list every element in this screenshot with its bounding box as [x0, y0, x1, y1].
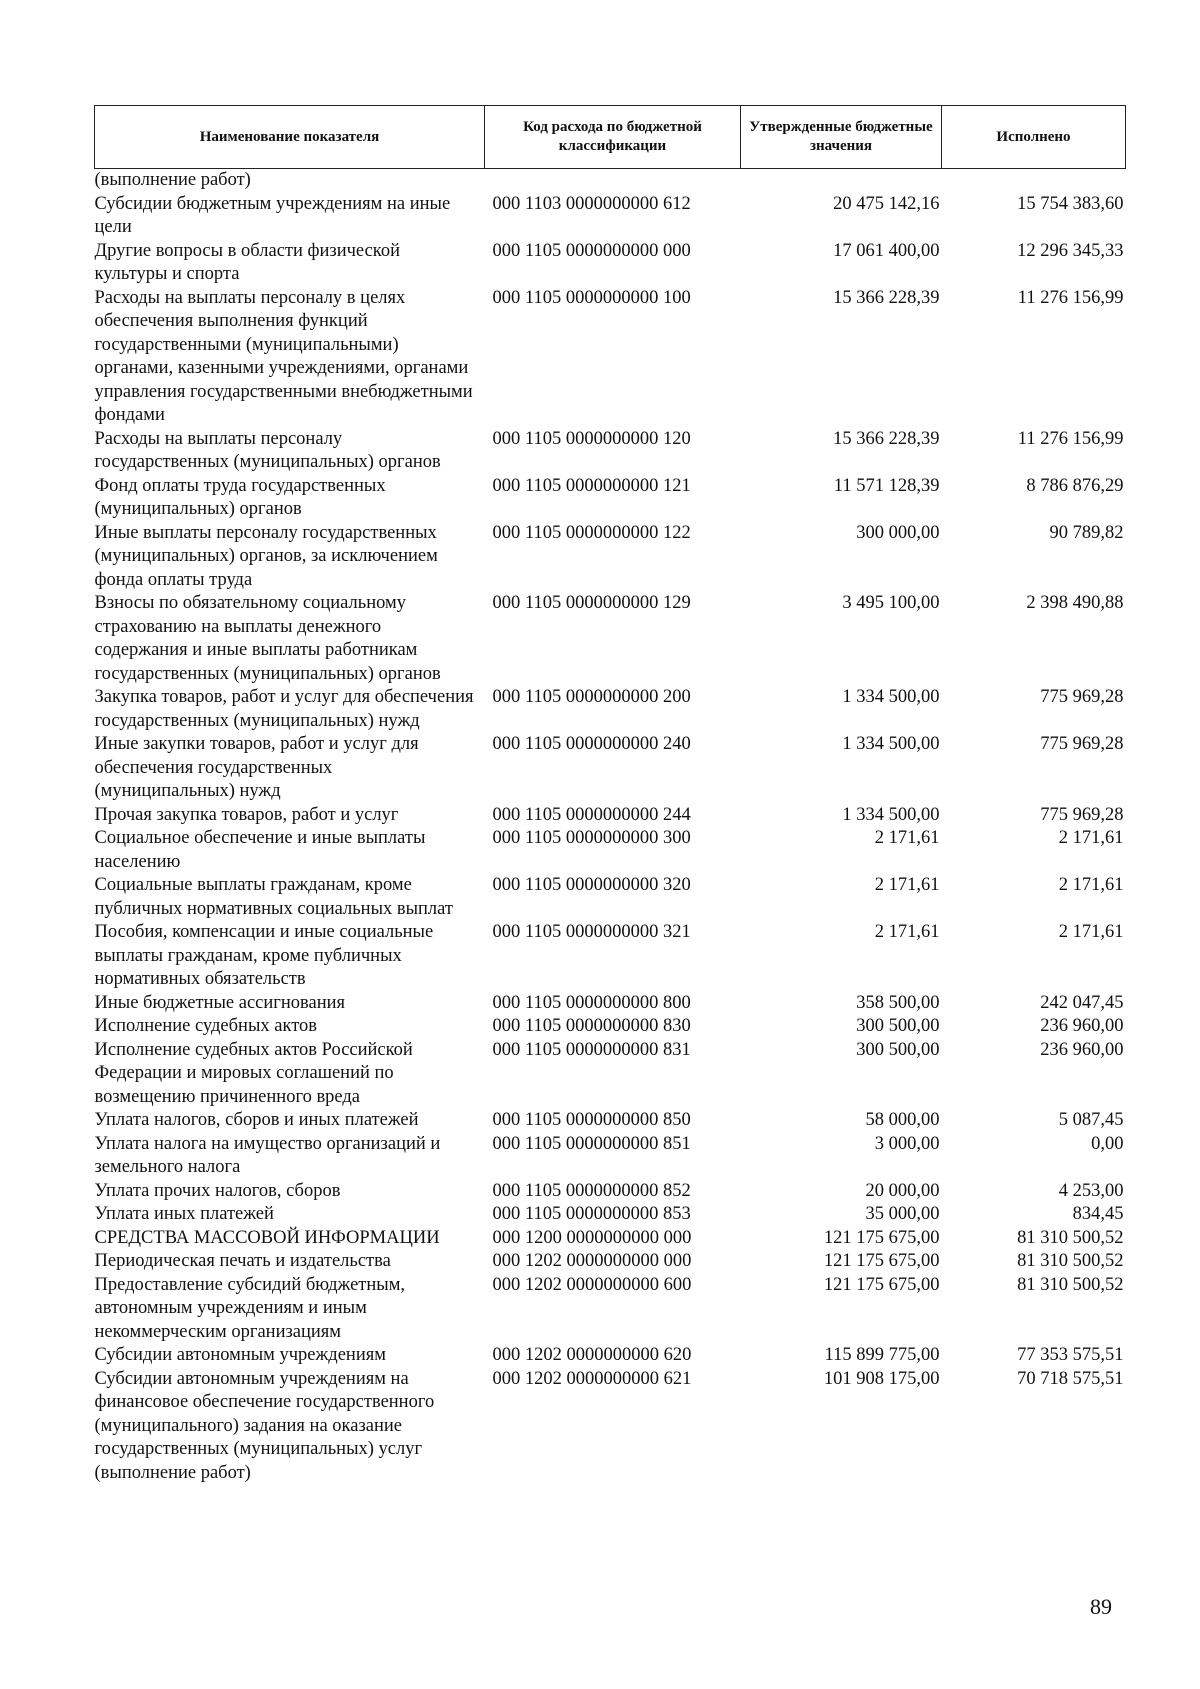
row-code: [485, 169, 741, 193]
row-code: 000 1105 0000000000 000: [492, 240, 691, 261]
row-approved: 3 495 100,00: [842, 593, 940, 613]
row-name: Фонд оплаты труда государственных (муниципальных) органов: [94, 475, 386, 519]
table-row: [95, 804, 1126, 828]
row-code: 000 1202 0000000000 620: [492, 1345, 692, 1365]
table-row: [95, 1109, 1126, 1133]
row-executed: 775 969,28: [1040, 734, 1124, 754]
row-name: Субсидии автономным учреждениям: [94, 1345, 386, 1365]
row-code: 000 1105 0000000000 852: [492, 1180, 691, 1201]
row-code: 000 1105 0000000000 321: [492, 922, 691, 942]
table-row: [95, 1344, 1126, 1368]
row-name: Расходы на выплаты персоналу государственных (муниципальных) органов: [94, 428, 441, 472]
row-code: 000 1105 0000000000 122: [492, 522, 691, 543]
table-row: [95, 240, 1126, 287]
row-name: Закупка товаров, работ и услуг для обеспечения государственных (муниципальных) нужд: [94, 687, 474, 731]
row-approved: 20 475 142,16: [833, 193, 940, 214]
row-executed: 236 960,00: [1040, 1016, 1124, 1036]
row-name: Уплата иных платежей: [94, 1204, 274, 1224]
row-code: 000 1105 0000000000 851: [492, 1133, 691, 1154]
row-name: Иные бюджетные ассигнования: [94, 992, 346, 1013]
table-row: [95, 475, 1126, 522]
row-name: СРЕДСТВА МАССОВОЙ ИНФОРМАЦИИ: [94, 1227, 440, 1248]
row-executed: 15 754 383,60: [1017, 193, 1124, 214]
row-executed: [942, 169, 1126, 193]
table-header-row: [95, 106, 1126, 169]
table-row: [95, 1133, 1126, 1180]
row-executed: 2 171,61: [1058, 875, 1124, 895]
table-row: [95, 1274, 1126, 1345]
table-row: [95, 1039, 1126, 1110]
row-approved: 1 334 500,00: [842, 687, 940, 707]
row-executed: 236 960,00: [1040, 1039, 1124, 1060]
row-name: Субсидии бюджетным учреждениям на иные цели: [94, 193, 451, 237]
row-approved: 35 000,00: [865, 1204, 940, 1224]
table-row: [95, 874, 1126, 921]
row-approved: 58 000,00: [865, 1110, 940, 1130]
row-executed: 5 087,45: [1058, 1110, 1124, 1130]
row-code: 000 1202 0000000000 600: [492, 1274, 692, 1295]
row-executed: 11 276 156,99: [1017, 287, 1124, 308]
row-executed: 2 398 490,88: [1026, 593, 1124, 613]
row-name: Уплата налога на имущество организаций и земельного налога: [94, 1133, 441, 1177]
row-code: 000 1200 0000000000 000: [492, 1227, 692, 1248]
row-executed: 8 786 876,29: [1026, 475, 1124, 496]
row-name: Социальные выплаты гражданам, кроме публичных нормативных социальных выплат: [94, 875, 453, 919]
row-code: 000 1105 0000000000 240: [492, 734, 691, 754]
header-executed: Исполнено: [942, 106, 1126, 169]
table-row: [95, 733, 1126, 804]
row-name: Другие вопросы в области физической культуры и спорта: [94, 240, 400, 284]
budget-table: [94, 105, 1126, 1485]
row-approved: 1 334 500,00: [842, 734, 940, 754]
table-row: [95, 522, 1126, 593]
row-approved: 300 500,00: [856, 1016, 940, 1036]
row-code: 000 1105 0000000000 831: [492, 1039, 691, 1060]
row-name: Иные выплаты персоналу государственных (муниципальных) органов, за исключением фонда оплаты труда: [94, 522, 438, 590]
row-name: Пособия, компенсации и иные социальные выплаты гражданам, кроме публичных нормативных обязательств: [94, 922, 434, 989]
row-name: Исполнение судебных актов: [94, 1016, 318, 1036]
row-approved: 300 500,00: [856, 1039, 940, 1060]
row-code: 000 1105 0000000000 800: [492, 992, 691, 1013]
table-row: [95, 428, 1126, 475]
row-approved: [741, 169, 942, 193]
row-approved: 20 000,00: [865, 1180, 940, 1201]
row-approved: 2 171,61: [874, 875, 940, 895]
row-executed: 2 171,61: [1058, 828, 1124, 848]
table-row: [95, 921, 1126, 992]
table-row: [95, 287, 1126, 428]
header-approved: Утвержденные бюджетные значения: [741, 106, 942, 169]
row-approved: 101 908 175,00: [823, 1368, 940, 1389]
row-approved: 2 171,61: [874, 922, 940, 942]
page-number: 89: [1090, 1594, 1112, 1619]
row-approved: 121 175 675,00: [823, 1251, 940, 1271]
row-executed: 242 047,45: [1040, 992, 1124, 1013]
row-code: 000 1105 0000000000 300: [492, 828, 691, 848]
row-executed: 81 310 500,52: [1017, 1274, 1124, 1295]
table-row: [95, 592, 1126, 686]
row-executed: 77 353 575,51: [1017, 1345, 1124, 1365]
row-executed: 4 253,00: [1058, 1180, 1124, 1201]
row-code: 000 1105 0000000000 850: [492, 1110, 691, 1130]
header-code: Код расхода по бюджетной классификации: [485, 106, 741, 169]
row-executed: 834,45: [1072, 1204, 1124, 1224]
row-executed: 0,00: [1091, 1133, 1124, 1154]
table-row: [95, 992, 1126, 1016]
row-code: 000 1105 0000000000 320: [492, 875, 691, 895]
row-executed: 81 310 500,52: [1017, 1251, 1124, 1271]
table-body: [95, 169, 1126, 1486]
row-code: 000 1105 0000000000 244: [492, 804, 691, 825]
row-name: Расходы на выплаты персоналу в целях обеспечения выполнения функций государственными (муниципальными) органами, казенными учреждениями, органами управления государственными внебюджетными фондами: [94, 287, 473, 425]
row-executed: 90 789,82: [1049, 522, 1124, 543]
row-code: 000 1105 0000000000 121: [492, 475, 691, 496]
table-row: [95, 827, 1126, 874]
row-name: Прочая закупка товаров, работ и услуг: [94, 804, 399, 825]
row-name: Социальное обеспечение и иные выплаты населению: [94, 828, 426, 872]
row-executed: 70 718 575,51: [1017, 1368, 1124, 1389]
table-row: [95, 1180, 1126, 1204]
row-approved: 115 899 775,00: [824, 1345, 940, 1365]
row-approved: 11 571 128,39: [833, 475, 940, 496]
row-code: 000 1105 0000000000 200: [492, 687, 691, 707]
row-executed: 775 969,28: [1040, 687, 1124, 707]
table-row: [95, 193, 1126, 240]
row-name: (выполнение работ): [94, 170, 251, 190]
row-name: Уплата прочих налогов, сборов: [94, 1180, 341, 1201]
row-code: 000 1202 0000000000 621: [492, 1368, 692, 1389]
row-name: Иные закупки товаров, работ и услуг для обеспечения государственных (муниципальных) нужд: [94, 734, 419, 801]
table-row: [95, 686, 1126, 733]
row-name: Предоставление субсидий бюджетным, автономным учреждениям и иным некоммерческим организациям: [94, 1274, 406, 1342]
row-name: Исполнение судебных актов Российской Федерации и мировых соглашений по возмещению причиненного вреда: [94, 1039, 413, 1107]
row-approved: 358 500,00: [856, 992, 940, 1013]
table-row: [95, 1368, 1126, 1486]
table-row: [95, 169, 1126, 193]
row-approved: 17 061 400,00: [833, 240, 940, 261]
row-code: 000 1105 0000000000 100: [492, 287, 691, 308]
row-executed: 12 296 345,33: [1017, 240, 1124, 261]
row-code: 000 1105 0000000000 129: [492, 593, 691, 613]
row-approved: 121 175 675,00: [823, 1274, 940, 1295]
row-executed: 775 969,28: [1040, 804, 1124, 825]
table-row: [95, 1203, 1126, 1227]
row-approved: 15 366 228,39: [833, 428, 940, 449]
row-approved: 300 000,00: [856, 522, 940, 543]
row-executed: 11 276 156,99: [1017, 428, 1124, 449]
table-row: [95, 1227, 1126, 1251]
table-row: [95, 1015, 1126, 1039]
row-executed: 81 310 500,52: [1017, 1227, 1124, 1248]
row-name: Субсидии автономным учреждениям на финансовое обеспечение государственного (муниципального) задания на оказание государственных (муниципальных) услуг (выполнение работ): [94, 1368, 435, 1483]
row-name: Уплата налогов, сборов и иных платежей: [94, 1110, 419, 1130]
row-code: 000 1105 0000000000 853: [492, 1204, 691, 1224]
row-name: Периодическая печать и издательства: [94, 1251, 391, 1271]
row-code: 000 1105 0000000000 120: [492, 428, 691, 449]
header-name: Наименование показателя: [95, 106, 485, 169]
row-code: 000 1202 0000000000 000: [492, 1251, 692, 1271]
row-approved: 3 000,00: [874, 1133, 940, 1154]
row-approved: 1 334 500,00: [842, 804, 940, 825]
row-approved: 15 366 228,39: [833, 287, 940, 308]
row-executed: 2 171,61: [1058, 922, 1124, 942]
row-name: Взносы по обязательному социальному страхованию на выплаты денежного содержания и иные выплаты работникам государственных (муниципальных) органов: [94, 593, 441, 684]
row-code: 000 1105 0000000000 830: [492, 1016, 691, 1036]
row-approved: 2 171,61: [874, 828, 940, 848]
row-code: 000 1103 0000000000 612: [492, 193, 691, 214]
table-row: [95, 1250, 1126, 1274]
row-approved: 121 175 675,00: [823, 1227, 940, 1248]
